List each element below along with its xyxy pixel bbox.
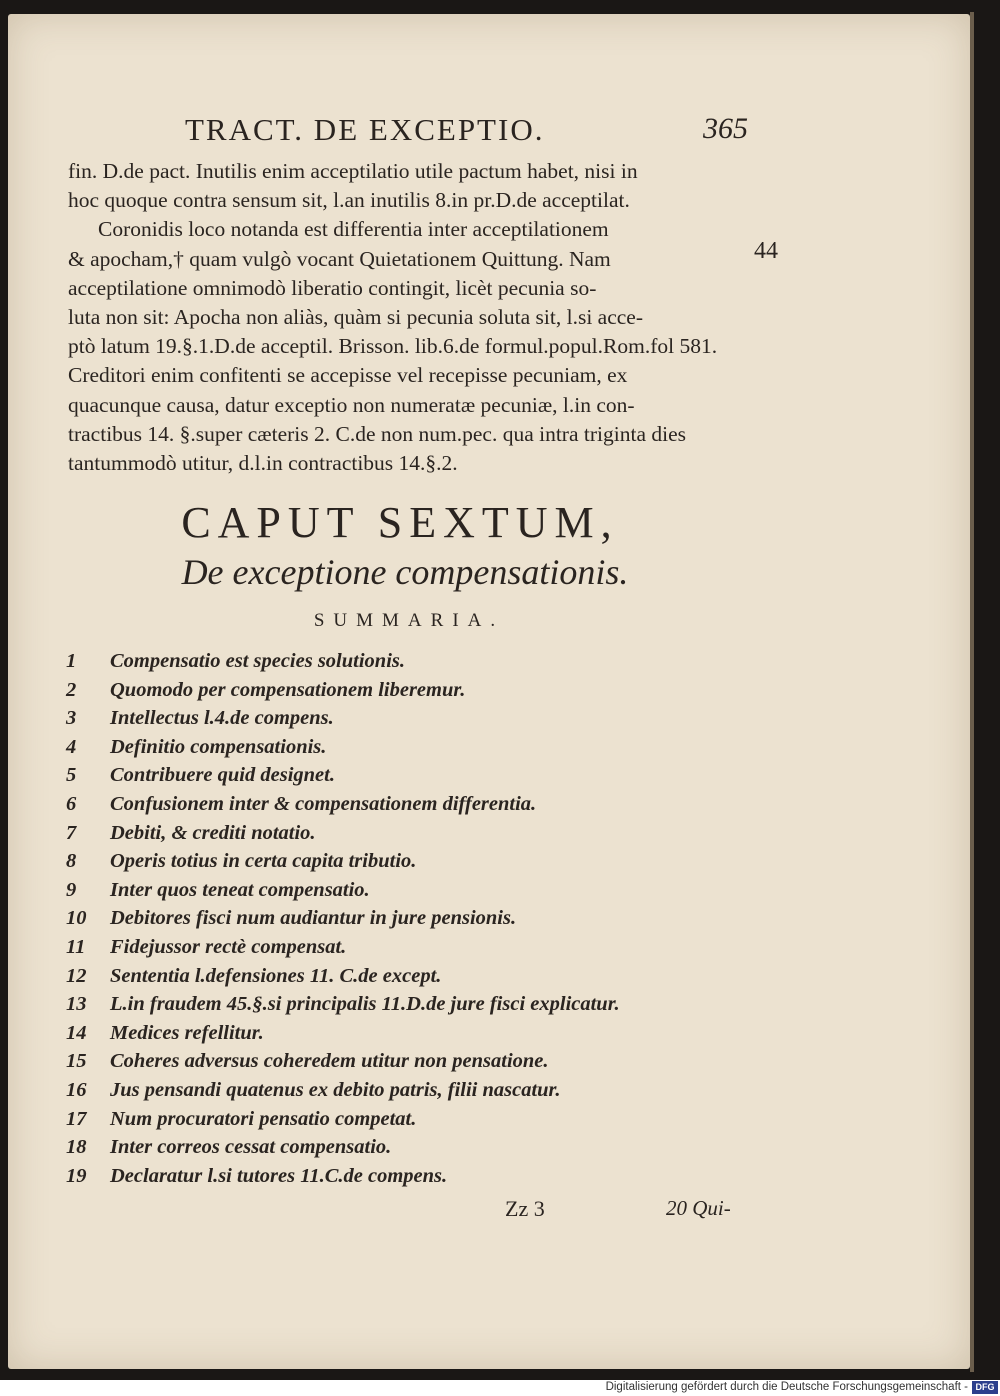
summaria-number: 13	[66, 993, 87, 1016]
summaria-item	[66, 879, 766, 908]
summaria-text: Definitio compensationis.	[110, 735, 327, 758]
summaria-item	[66, 907, 766, 936]
summaria-item	[66, 1079, 766, 1108]
summaria-item	[66, 822, 766, 851]
summaria-item	[66, 793, 766, 822]
chapter-title: CAPUT SEXTUM,	[181, 498, 619, 547]
summaria-text: Compensatio est species solutionis.	[110, 650, 405, 672]
signature-mark: Zz 3	[505, 1196, 545, 1221]
summaria-item	[66, 993, 766, 1022]
summaria-item	[66, 936, 766, 965]
summaria-item	[66, 850, 766, 879]
body-text	[68, 157, 758, 478]
summaria-heading: SUMMARIA.	[313, 610, 505, 631]
margin-note: 44	[754, 238, 778, 264]
body-line: Coronidis loco notanda est differentia inter acceptilationem	[98, 217, 609, 242]
page-number: 365	[703, 112, 748, 145]
body-line: luta non sit: Apocha non aliàs, quàm si pecunia soluta sit, l.si acce-	[68, 304, 643, 329]
summaria-item	[66, 1022, 766, 1051]
summaria-text: L.in fraudem 45.§.si principalis 11.D.de jure fisci explicatur.	[110, 993, 620, 1016]
digitization-credit: Digitalisierung gefördert durch die Deutsche Forschungsgemeinschaft -	[605, 1381, 968, 1393]
summaria-number: 7	[66, 821, 77, 844]
summaria-text: Sententia l.defensiones 11. C.de except.	[110, 964, 442, 987]
summaria-number: 15	[66, 1050, 87, 1073]
body-line: quacunque causa, datur exceptio non numeratæ pecuniæ, l.in con-	[68, 392, 635, 417]
catchword: 20 Qui-	[666, 1196, 731, 1220]
summaria-text: Coheres adversus coheredem utitur non pensatione.	[110, 1050, 549, 1073]
summaria-text: Fidejussor rectè compensat.	[110, 935, 347, 958]
dfg-logo: DFG	[972, 1381, 998, 1394]
summaria-text: Intellectus l.4.de compens.	[110, 707, 334, 730]
summaria-number: 11	[66, 935, 86, 958]
body-line: tantummodò utitur, d.l.in contractibus 14.§.2.	[68, 450, 458, 475]
body-line: ptò latum 19.§.1.D.de acceptil. Brisson. lib.6.de formul.popul.Rom.fol 581.	[68, 334, 718, 359]
summaria-text: Quomodo per compensationem liberemur.	[110, 678, 466, 701]
summaria-number: 8	[66, 850, 77, 873]
summaria-number: 19	[66, 1164, 87, 1187]
body-line: fin. D.de pact. Inutilis enim acceptilatio utile pactum habet, nisi in	[68, 159, 638, 183]
summaria-text: Debiti, & crediti notatio.	[110, 821, 316, 844]
summaria-text: Contribuere quid designet.	[110, 764, 335, 787]
summaria-number: 14	[66, 1021, 87, 1044]
page-edge	[970, 12, 974, 1372]
summaria-item	[66, 679, 766, 708]
summaria-item	[66, 965, 766, 994]
summaria-number: 12	[66, 964, 87, 987]
body-line: & apocham,† quam vulgò vocant Quietationem Quittung. Nam	[68, 246, 611, 271]
summaria-number: 4	[66, 735, 77, 758]
summaria-text: Medices refellitur.	[110, 1021, 264, 1044]
body-line: acceptilatione omnimodò liberatio contingit, licèt pecunia so-	[68, 275, 597, 300]
summaria-item	[66, 1165, 766, 1194]
summaria-item	[66, 1108, 766, 1137]
summaria-item	[66, 1050, 766, 1079]
summaria-text: Inter correos cessat compensatio.	[110, 1136, 392, 1159]
summaria-number: 18	[66, 1136, 87, 1159]
summaria-text: Num procuratori pensatio competat.	[110, 1107, 417, 1130]
summaria-item	[66, 736, 766, 765]
summaria-number: 10	[66, 907, 87, 930]
summaria-text: Debitores fisci num audiantur in jure pensionis.	[110, 907, 517, 930]
summaria-text: Operis totius in certa capita tributio.	[110, 850, 417, 873]
running-head: TRACT. DE EXCEPTIO.	[185, 112, 545, 147]
summaria-number: 9	[66, 878, 77, 901]
summaria-number: 5	[66, 764, 77, 787]
summaria-number: 17	[66, 1107, 87, 1130]
summaria-number: 2	[66, 678, 77, 701]
body-line: Creditori enim confitenti se accepisse vel recepisse pecuniam, ex	[68, 363, 628, 388]
summaria-item	[66, 650, 766, 679]
summaria-text: Declaratur l.si tutores 11.C.de compens.	[110, 1164, 448, 1187]
summaria-number: 3	[66, 707, 77, 730]
summaria-number: 1	[66, 650, 77, 672]
summaria-text: Inter quos teneat compensatio.	[110, 878, 370, 901]
chapter-subtitle: De exceptione compensationis.	[181, 552, 629, 592]
summaria-text: Jus pensandi quatenus ex debito patris, filii nascatur.	[110, 1078, 561, 1101]
body-line: tractibus 14. §.super cæteris 2. C.de non num.pec. qua intra triginta dies	[68, 421, 686, 446]
body-line: hoc quoque contra sensum sit, l.an inutilis 8.in pr.D.de acceptilat.	[68, 188, 630, 213]
summaria-item	[66, 1136, 766, 1165]
summaria-list	[66, 650, 766, 1193]
summaria-text: Confusionem inter & compensationem differentia.	[110, 792, 537, 815]
summaria-number: 16	[66, 1078, 87, 1101]
summaria-number: 6	[66, 792, 77, 815]
summaria-item	[66, 707, 766, 736]
summaria-item	[66, 764, 766, 793]
